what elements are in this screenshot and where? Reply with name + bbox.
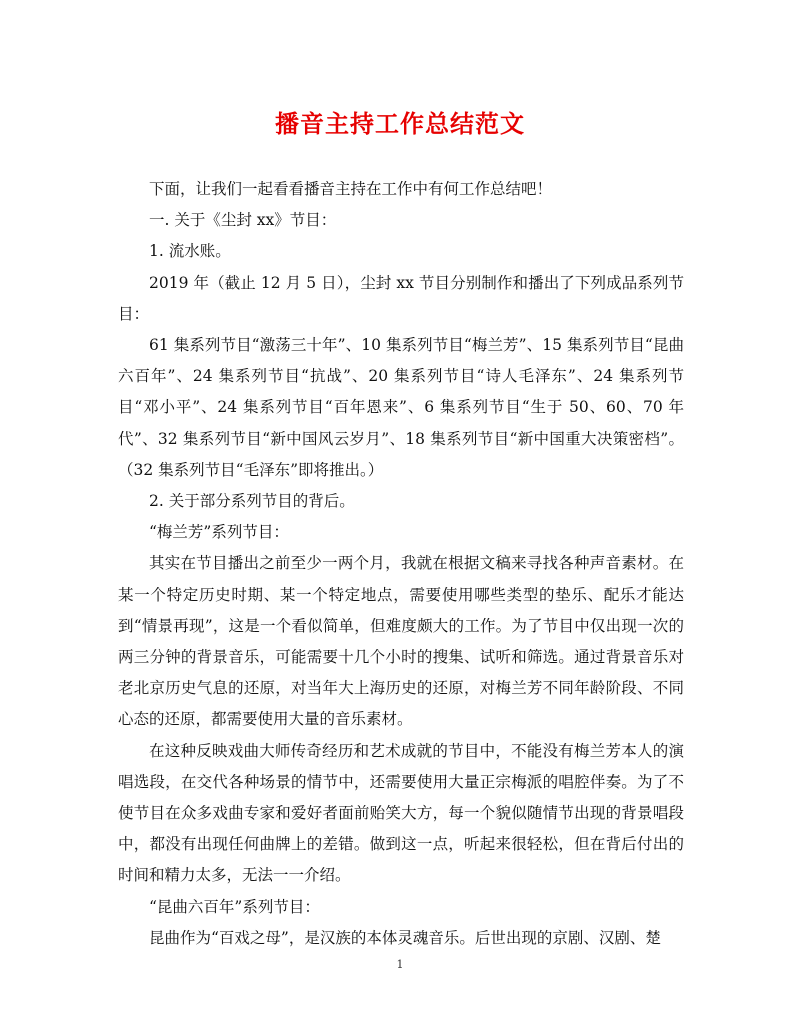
document-title: 播音主持工作总结范文 — [275, 109, 525, 138]
subsection-heading: 2. 关于部分系列节目的背后。 — [149, 492, 355, 511]
section-heading: 一. 关于《尘封 xx》节目： — [149, 211, 337, 230]
document-body — [118, 174, 684, 954]
program-heading: “昆曲六百年”系列节目： — [149, 897, 320, 916]
subsection-heading: 1. 流水账。 — [149, 242, 231, 261]
paragraph: 61 集系列节目“激荡三十年”、10 集系列节目“梅兰芳”、15 集系列节目“昆曲六百年”、24 集系列节目“抗战”、20 集系列节目“诗人毛泽东”、24 集系列节目“邓小平”、24 集系列节目“百年恩来”、6 集系列节目“生于 50、60、70 年代”、32 集系列节目“新中国风云岁月”、18 集系列节目“新中国重大决策密档”。（32 集系列节目“毛泽东”即将推出。） — [118, 336, 684, 479]
paragraph: 下面，让我们一起看看播音主持在工作中有何工作总结吧！ — [149, 180, 553, 198]
paragraph: 其实在节目播出之前至少一两个月，我就在根据文稿来寻找各种声音素材。在某一个特定历史时期、某一个特定地点，需要使用哪些类型的垫乐、配乐才能达到“情景再现”，这是一个看似简单，但难度颇大的工作。为了节目中仅出现一次的两三分钟的背景音乐，可能需要十几个小时的搜集、试听和筛选。通过背景音乐对老北京历史气息的还原，对当年大上海历史的还原，对梅兰芳不同年龄阶段、不同心态的还原，都需要使用大量的音乐素材。 — [118, 554, 684, 729]
page-number: 1 — [396, 958, 404, 971]
paragraph: 在这种反映戏曲大师传奇经历和艺术成就的节目中，不能没有梅兰芳本人的演唱选段，在交代各种场景的情节中，还需要使用大量正宗梅派的唱腔伴奏。为了不使节目在众多戏曲专家和爱好者面前贻笑大方，每一个貌似随情节出现的背景唱段中，都没有出现任何曲牌上的差错。做到这一点，听起来很轻松，但在背后付出的时间和精力太多，无法一一介绍。 — [118, 741, 684, 885]
paragraph: 2019 年（截止 12 月 5 日），尘封 xx 节目分别制作和播出了下列成品系列节目： — [118, 273, 684, 323]
paragraph: 昆曲作为“百戏之母”，是汉族的本体灵魂音乐。后世出现的京剧、汉剧、楚 — [149, 928, 661, 947]
program-heading: “梅兰芳”系列节目： — [149, 523, 289, 542]
